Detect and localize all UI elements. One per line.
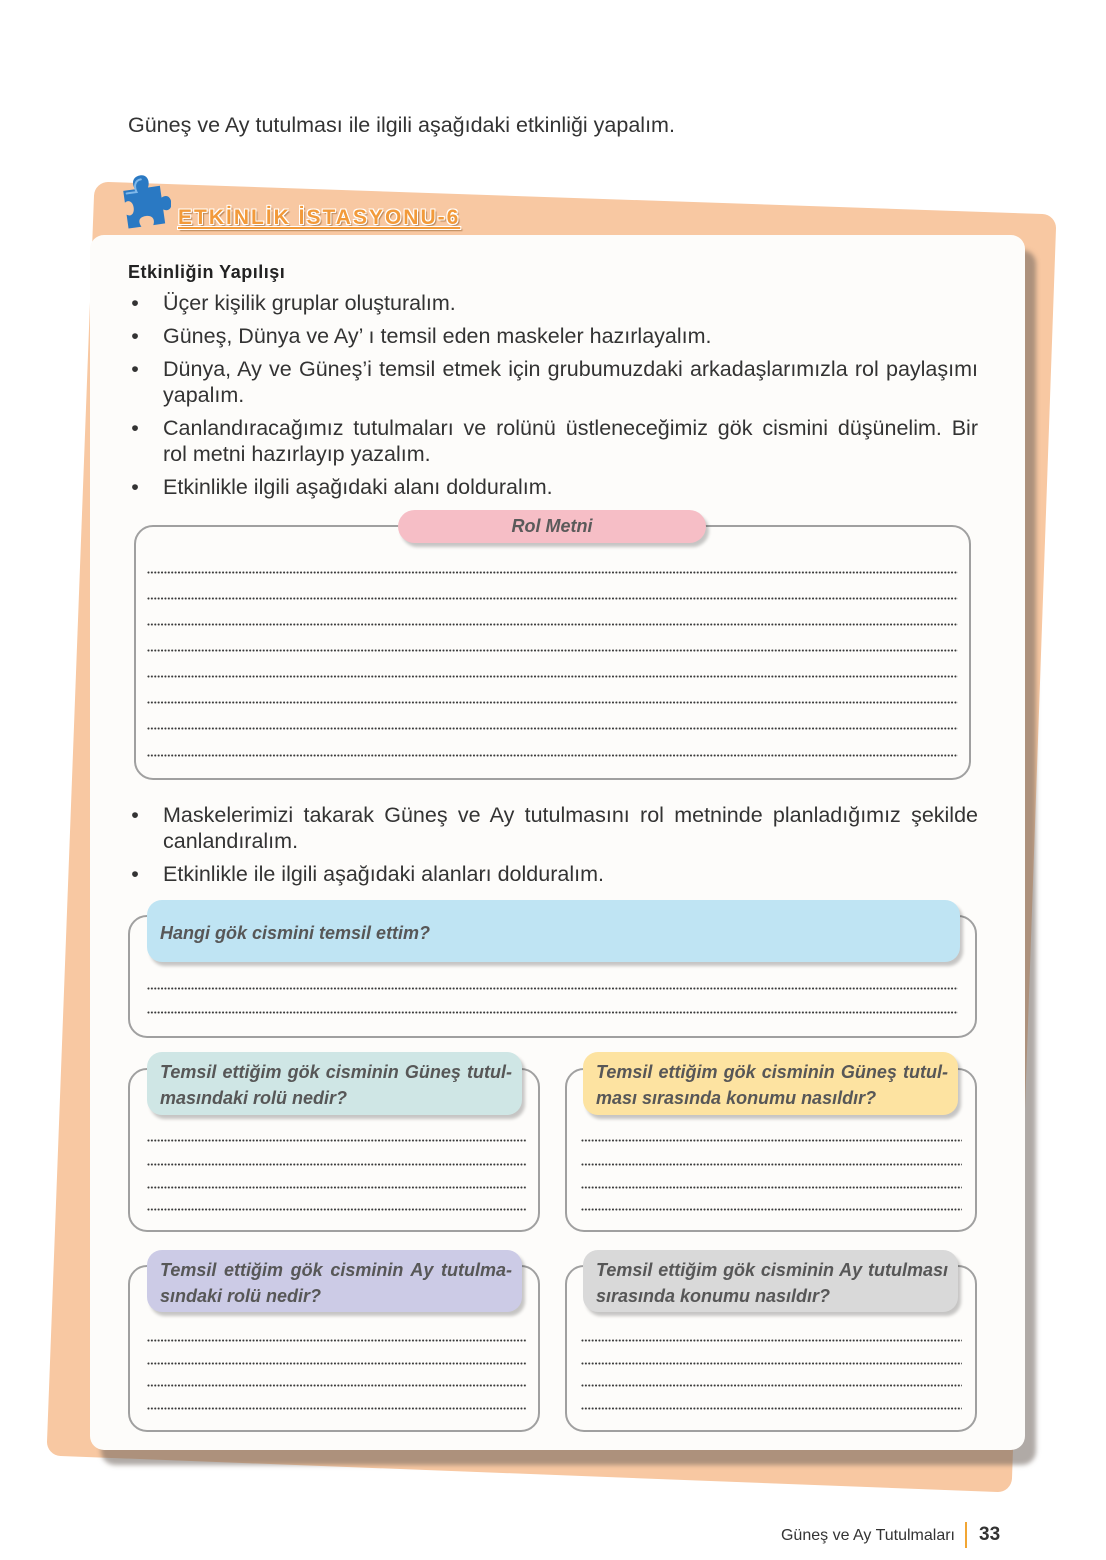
bullet: • <box>131 803 139 827</box>
answer-line <box>581 1362 962 1365</box>
question-text: masındaki rolü nedir? <box>160 1088 348 1108</box>
bullet: • <box>131 475 139 499</box>
question-box-lunar-position <box>565 1250 977 1432</box>
procedure-step <box>128 290 978 316</box>
follow-up-step <box>128 861 978 887</box>
step-text: yapalım. <box>163 383 245 407</box>
answer-line <box>147 1339 527 1342</box>
step-text: Etkinlikle ilgili aşağıdaki alanı dolduralım. <box>163 475 553 499</box>
question-header <box>147 1250 522 1312</box>
answer-line <box>581 1186 962 1189</box>
procedure-steps <box>128 290 978 507</box>
bullet: • <box>131 324 139 348</box>
answer-line <box>147 649 958 652</box>
answer-line <box>147 1011 958 1014</box>
role-text-box <box>134 510 971 780</box>
question-text: Hangi gök cismini temsil ettim? <box>160 923 431 943</box>
question-header <box>147 1052 522 1115</box>
question-header <box>583 1250 958 1312</box>
question-text: Temsil ettiğim gök cisminin Ay tutulma- <box>160 1260 512 1280</box>
answer-line <box>147 1362 527 1365</box>
procedure-heading: Etkinliğin Yapılışı <box>128 262 286 282</box>
answer-line <box>147 754 958 757</box>
puzzle-piece-icon <box>119 170 171 234</box>
step-text: Maskelerimizi takarak Güneş ve Ay tutulmasını rol metninde planladığımız şekilde <box>163 803 978 827</box>
answer-line <box>147 727 958 730</box>
bullet: • <box>131 416 139 440</box>
footer-chapter-title: Güneş ve Ay Tutulmaları <box>780 1527 955 1544</box>
bullet: • <box>131 291 139 315</box>
answer-line <box>147 571 958 574</box>
answer-line <box>147 623 958 626</box>
question-text: Temsil ettiğim gök cisminin Güneş tutul- <box>596 1062 948 1082</box>
procedure-step <box>128 323 978 349</box>
follow-up-step <box>128 802 978 854</box>
role-text-frame <box>134 525 971 780</box>
answer-line <box>147 1407 527 1410</box>
answer-line <box>581 1208 962 1211</box>
question-text: ması sırasında konumu nasıldır? <box>596 1088 877 1108</box>
answer-line <box>581 1339 962 1342</box>
question-box-lunar-role <box>128 1250 540 1432</box>
answer-line <box>147 1384 527 1387</box>
step-text: Canlandıracağımız tutulmaları ve rolünü üstleneceğimiz gök cismini düşünelim. Bir <box>163 416 978 440</box>
answer-line <box>147 1139 527 1142</box>
procedure-step <box>128 415 978 467</box>
footer-divider <box>965 1522 967 1548</box>
question-text: sırasında konumu nasıldır? <box>596 1286 831 1306</box>
step-text: Güneş, Dünya ve Ay’ ı temsil eden maskeler hazırlayalım. <box>163 324 712 348</box>
page-number: 33 <box>979 1524 1001 1545</box>
intro-text: Güneş ve Ay tutulması ile ilgili aşağıdaki etkinliği yapalım. <box>128 113 675 137</box>
answer-line <box>581 1384 962 1387</box>
answer-line <box>147 675 958 678</box>
step-text: rol metni hazırlayıp yazalım. <box>163 442 431 466</box>
procedure-step <box>128 474 978 500</box>
answer-line <box>581 1407 962 1410</box>
bullet: • <box>131 862 139 886</box>
question-box-solar-role <box>128 1052 540 1232</box>
answer-line <box>147 701 958 704</box>
step-text: Etkinlikle ile ilgili aşağıdaki alanları dolduralım. <box>163 862 604 886</box>
question-text: Temsil ettiğim gök cisminin Güneş tutul- <box>160 1062 512 1082</box>
follow-up-steps <box>128 802 978 894</box>
question-box-celestial-body <box>128 900 977 1038</box>
step-text: Dünya, Ay ve Güneş’i temsil etmek için grubumuzdaki arkadaşlarımızla rol paylaşımı <box>163 357 978 381</box>
procedure-step <box>128 356 978 408</box>
question-text: Temsil ettiğim gök cisminin Ay tutulması <box>596 1260 948 1280</box>
bullet: • <box>131 357 139 381</box>
answer-line <box>147 1186 527 1189</box>
answer-line <box>147 1163 527 1166</box>
answer-line <box>581 1139 962 1142</box>
role-text-label: Rol Metni <box>398 510 706 543</box>
question-text: sındaki rolü nedir? <box>160 1286 322 1306</box>
question-header <box>147 900 960 962</box>
question-box-solar-position <box>565 1052 977 1232</box>
step-text: canlandıralım. <box>163 829 299 853</box>
answer-line <box>147 597 958 600</box>
answer-line <box>147 1208 527 1211</box>
question-header <box>583 1052 958 1115</box>
step-text: Üçer kişilik gruplar oluşturalım. <box>163 291 456 315</box>
answer-line <box>147 987 958 990</box>
answer-line <box>581 1163 962 1166</box>
station-title: ETKİNLİK İSTASYONU-6 <box>178 206 461 229</box>
